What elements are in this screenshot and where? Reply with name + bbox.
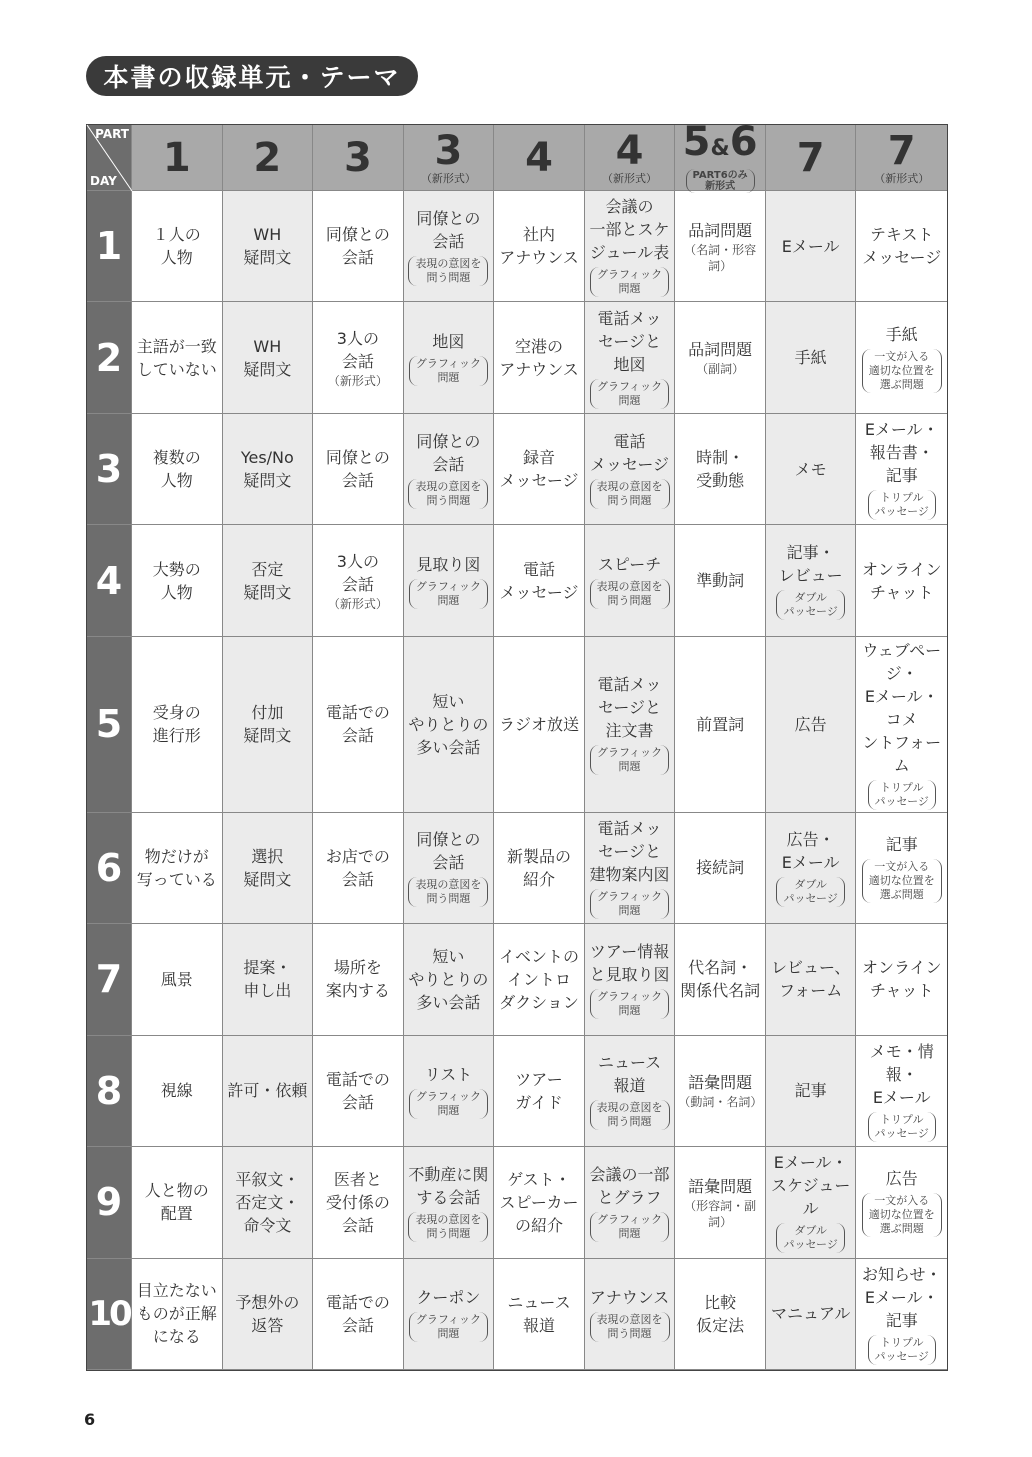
table-cell (404, 813, 495, 924)
table-cell (766, 1036, 857, 1147)
cell-note: 一文が入る 適切な位置を 選ぶ問題 (862, 859, 942, 903)
table-cell (766, 924, 857, 1035)
cell-theme: 記事・ レビュー (778, 543, 843, 586)
table-cell (404, 191, 495, 302)
cell-note: グラフィック 問題 (409, 1312, 488, 1342)
cell-theme: 複数の 人物 (152, 448, 201, 491)
cell-theme: アナウンス (589, 1287, 670, 1307)
table-cell (494, 1036, 585, 1147)
cell-note: グラフィック 問題 (590, 889, 669, 919)
table-cell (313, 1036, 404, 1147)
corner-part-label: PART (95, 127, 129, 141)
part-header-subtitle: （新形式） (874, 171, 930, 185)
cell-theme: 接続詞 (696, 858, 745, 878)
cell-theme: 電話での 会話 (325, 1069, 390, 1112)
cell-theme: 語彙問題 (688, 1073, 753, 1093)
day-number-5: 5 (87, 637, 132, 813)
table-cell (313, 414, 404, 525)
cell-theme: 医者と 受付係の 会話 (325, 1169, 390, 1235)
table-cell (856, 1036, 947, 1147)
cell-theme: 視線 (160, 1081, 193, 1101)
cell-theme: 電話での 会話 (325, 703, 390, 746)
cell-theme: 提案・ 申し出 (243, 958, 292, 1001)
table-cell (856, 813, 947, 924)
cell-theme: オンライン チャット (861, 559, 942, 602)
table-cell (585, 813, 676, 924)
cell-theme: ニュース 報道 (507, 1292, 571, 1335)
cell-theme: 同僚との 会話 (416, 830, 481, 873)
cell-theme: 空港の アナウンス (499, 336, 579, 379)
cell-note: トリプル パッセージ (868, 490, 936, 520)
part-number: 7 (887, 127, 916, 174)
cell-theme: 選択 疑問文 (243, 846, 292, 889)
cell-theme: 社内 アナウンス (499, 225, 579, 268)
table-cell (585, 924, 676, 1035)
cell-subtitle: （名詞・形容詞） (684, 242, 757, 273)
part-number: 7 (796, 134, 825, 181)
cell-theme: 電話での 会話 (325, 1292, 390, 1335)
day-number-4: 4 (87, 525, 132, 636)
cell-note: 表現の意図を 問う問題 (590, 479, 670, 509)
table-cell (856, 414, 947, 525)
table-cell (404, 1259, 495, 1370)
cell-theme: ニュース 報道 (597, 1053, 662, 1096)
theme-table (86, 119, 948, 1371)
table-cell (223, 1036, 314, 1147)
cell-note: トリプル パッセージ (868, 1335, 936, 1365)
cell-theme: Yes/No 疑問文 (240, 448, 294, 491)
cell-theme: 3人の 会話 (336, 328, 379, 371)
table-cell (494, 525, 585, 636)
cell-note: 表現の意図を 問う問題 (590, 1100, 670, 1130)
table-cell (313, 924, 404, 1035)
table-cell (675, 302, 766, 413)
day-number-8: 8 (87, 1036, 132, 1147)
table-cell (132, 302, 223, 413)
cell-theme: 電話メッ セージと 注文書 (597, 675, 662, 741)
day-number-6: 6 (87, 813, 132, 924)
cell-note: ダブル パッセージ (776, 1223, 844, 1253)
table-cell (494, 813, 585, 924)
section-title: 本書の収録単元・テーマ (86, 56, 418, 96)
table-cell (856, 302, 947, 413)
cell-theme: 電話メッ セージと 地図 (597, 308, 662, 374)
cell-theme: 会議の一部 とグラフ (589, 1164, 670, 1207)
cell-note: 表現の意図を 問う問題 (408, 256, 488, 286)
part-header-1 (132, 125, 223, 191)
cell-theme: イベントの イントロ ダクション (498, 946, 579, 1012)
table-cell (856, 924, 947, 1035)
table-cell (585, 525, 676, 636)
cell-theme: ツアー ガイド (515, 1069, 563, 1112)
table-cell (766, 302, 857, 413)
cell-note: グラフィック 問題 (409, 356, 488, 386)
table-cell (675, 525, 766, 636)
cell-theme: 同僚との 会話 (325, 448, 390, 491)
cell-theme: 広告 (885, 1169, 918, 1189)
cell-note: グラフィック 問題 (409, 579, 488, 609)
cell-note: ダブル パッセージ (776, 877, 844, 907)
table-cell (223, 924, 314, 1035)
day-number-9: 9 (87, 1147, 132, 1258)
cell-subtitle: （動詞・名詞） (678, 1095, 763, 1110)
table-cell (675, 1036, 766, 1147)
part-number (682, 119, 758, 169)
cell-theme: ツアー情報 と見取り図 (589, 941, 670, 984)
cell-theme: 記事 (885, 834, 918, 854)
part-number: 2 (253, 134, 282, 181)
cell-theme: 見取り図 (416, 554, 481, 574)
table-cell (675, 924, 766, 1035)
table-cell (675, 637, 766, 813)
cell-theme: WH 疑問文 (243, 225, 292, 268)
table-cell (766, 813, 857, 924)
cell-theme: 予想外の 返答 (235, 1292, 300, 1335)
part-number: 3 (343, 134, 372, 181)
cell-note: グラフィック 問題 (590, 1212, 669, 1242)
part-number-amp: & (710, 136, 730, 161)
cell-note: グラフィック 問題 (590, 989, 669, 1019)
table-cell (766, 191, 857, 302)
cell-theme: 受身の 進行形 (152, 703, 201, 746)
cell-theme: 許可・依頼 (227, 1081, 308, 1101)
cell-theme: 人と物の 配置 (144, 1181, 209, 1224)
cell-theme: 録音 メッセージ (499, 448, 579, 491)
cell-theme: スピーチ (597, 554, 662, 574)
part-header-4 (404, 125, 495, 191)
cell-theme: マニュアル (770, 1304, 851, 1324)
cell-theme: 品詞問題 (688, 220, 753, 240)
cell-note: 表現の意図を 問う問題 (408, 479, 488, 509)
table-cell (223, 637, 314, 813)
cell-theme: 新製品の 紹介 (506, 846, 571, 889)
cell-note: グラフィック 問題 (590, 745, 669, 775)
cell-note: トリプル パッセージ (868, 1112, 936, 1142)
table-cell (223, 525, 314, 636)
cell-theme: 短い やりとりの 多い会話 (408, 691, 489, 757)
table-cell (132, 637, 223, 813)
cell-theme: メモ・情報・ Eメール (869, 1041, 934, 1107)
cell-theme: ラジオ放送 (498, 714, 579, 734)
table-cell (223, 1147, 314, 1258)
table-cell (585, 1147, 676, 1258)
table-cell (675, 1147, 766, 1258)
table-cell (494, 191, 585, 302)
cell-theme: 代名詞・ 関係代名詞 (680, 958, 761, 1001)
part-number: 4 (525, 134, 553, 181)
table-cell (494, 1147, 585, 1258)
cell-theme: オンライン チャット (861, 958, 942, 1001)
table-cell (404, 637, 495, 813)
table-cell (132, 1147, 223, 1258)
cell-theme: 電話 メッセージ (590, 431, 670, 474)
table-cell (313, 813, 404, 924)
cell-theme: 物だけが 写っている (136, 846, 217, 889)
cell-theme: WH 疑問文 (243, 336, 292, 379)
cell-note: グラフィック 問題 (590, 379, 669, 409)
cell-theme: Eメール (781, 236, 840, 256)
table-cell (494, 414, 585, 525)
cell-theme: ウェブページ・ Eメール・コメ ントフォーム (862, 640, 942, 775)
table-cell (675, 414, 766, 525)
cell-theme: 平叙文・ 否定文・ 命令文 (235, 1169, 300, 1235)
cell-theme: 会議の 一部とスケ ジュール表 (589, 197, 670, 263)
part-header-2 (223, 125, 314, 191)
cell-theme: 手紙 (885, 324, 918, 344)
table-cell (132, 1259, 223, 1370)
cell-theme: ゲスト・ スピーカー の紹介 (499, 1169, 579, 1235)
cell-theme: 目立たない ものが正解 になる (136, 1281, 217, 1347)
cell-theme: 大勢の 人物 (152, 559, 201, 602)
cell-note: 一文が入る 適切な位置を 選ぶ問題 (862, 1193, 942, 1237)
part-number-a: 5 (682, 119, 711, 165)
table-cell (585, 1259, 676, 1370)
cell-theme: 電話メッ セージと 建物案内図 (589, 818, 670, 884)
part-header-5 (494, 125, 585, 191)
cell-theme: 広告 (794, 714, 827, 734)
table-cell (223, 414, 314, 525)
table-cell (223, 302, 314, 413)
cell-theme: 同僚との 会話 (416, 431, 481, 474)
table-cell (132, 924, 223, 1035)
table-cell (585, 191, 676, 302)
table-cell (223, 813, 314, 924)
cell-note: 表現の意図を 問う問題 (590, 579, 670, 609)
part-header-subtitle: （新形式） (420, 171, 476, 185)
cell-theme: Eメール・ 報告書・ 記事 (864, 420, 939, 486)
table-cell (585, 1036, 676, 1147)
cell-subtitle: （副詞） (696, 362, 745, 377)
cell-theme: 比較 仮定法 (696, 1292, 745, 1335)
cell-theme: 品詞問題 (688, 340, 753, 360)
day-number-7: 7 (87, 924, 132, 1035)
table-cell (313, 1259, 404, 1370)
cell-note: グラフィック 問題 (590, 267, 669, 297)
table-cell (132, 191, 223, 302)
cell-note: トリプル パッセージ (868, 780, 936, 810)
part-header-6 (585, 125, 676, 191)
table-corner (87, 125, 132, 191)
table-cell (494, 1259, 585, 1370)
part-number: 4 (615, 127, 644, 174)
table-cell (856, 525, 947, 636)
table-cell (313, 525, 404, 636)
cell-theme: 広告・ Eメール (781, 830, 840, 873)
table-cell (223, 191, 314, 302)
cell-theme: 語彙問題 (688, 1176, 753, 1196)
cell-theme: 不動産に関 する会話 (408, 1164, 489, 1207)
cell-theme: お店での 会話 (325, 846, 390, 889)
cell-theme: 地図 (432, 331, 465, 351)
cell-theme: テキスト メッセージ (862, 225, 942, 268)
cell-theme: 場所を 案内する (325, 958, 390, 1001)
table-cell (494, 924, 585, 1035)
table-cell (585, 414, 676, 525)
cell-theme: 手紙 (794, 348, 827, 368)
cell-subtitle: （新形式） (327, 596, 388, 611)
day-number-10: 10 (87, 1259, 132, 1370)
day-number-3: 3 (87, 414, 132, 525)
cell-note: 表現の意図を 問う問題 (408, 877, 488, 907)
table-cell (675, 1259, 766, 1370)
table-cell (766, 637, 857, 813)
cell-theme: 3人の 会話 (336, 551, 379, 594)
table-cell (766, 414, 857, 525)
table-cell (675, 813, 766, 924)
table-cell (404, 1147, 495, 1258)
cell-theme: 時制・ 受動態 (696, 448, 745, 491)
table-cell (675, 191, 766, 302)
table-cell (404, 302, 495, 413)
cell-note: 表現の意図を 問う問題 (408, 1212, 488, 1242)
cell-theme: 付加 疑問文 (243, 703, 292, 746)
cell-note: グラフィック 問題 (409, 1089, 488, 1119)
table-cell (132, 813, 223, 924)
cell-theme: Eメール・ スケジュー ル (770, 1153, 851, 1219)
cell-note: 一文が入る 適切な位置を 選ぶ問題 (862, 349, 942, 393)
table-cell (313, 302, 404, 413)
table-cell (132, 1036, 223, 1147)
part-number: 1 (162, 134, 191, 181)
cell-theme: リスト (424, 1064, 473, 1084)
table-cell (313, 637, 404, 813)
page-number: 6 (84, 1410, 96, 1429)
cell-subtitle: （形容詞・副詞） (684, 1198, 757, 1229)
table-cell (404, 1036, 495, 1147)
table-cell (585, 302, 676, 413)
table-cell (313, 1147, 404, 1258)
cell-theme: クーポン (416, 1287, 481, 1307)
table-cell (223, 1259, 314, 1370)
table-cell (766, 1147, 857, 1258)
cell-theme: メモ (794, 459, 827, 479)
part-header-8 (766, 125, 857, 191)
table-cell (132, 414, 223, 525)
table-cell (856, 1147, 947, 1258)
cell-theme: 短い やりとりの 多い会話 (408, 946, 489, 1012)
day-number-2: 2 (87, 302, 132, 413)
table-cell (494, 302, 585, 413)
cell-theme: １人の 人物 (152, 225, 201, 268)
cell-theme: 準動詞 (696, 571, 745, 591)
table-cell (856, 637, 947, 813)
cell-note: 表現の意図を 問う問題 (590, 1312, 670, 1342)
table-cell (494, 637, 585, 813)
cell-theme: レビュー、 フォーム (770, 958, 851, 1001)
cell-note: ダブル パッセージ (776, 590, 844, 620)
table-cell (132, 525, 223, 636)
part-number: 3 (434, 127, 463, 174)
part-number-b: 6 (729, 119, 758, 165)
corner-day-label: DAY (90, 174, 117, 188)
part-header-3 (313, 125, 404, 191)
table-cell (404, 924, 495, 1035)
cell-theme: 前置詞 (696, 714, 745, 734)
cell-theme: 同僚との 会話 (325, 225, 390, 268)
table-cell (313, 191, 404, 302)
cell-subtitle: （新形式） (327, 373, 388, 388)
cell-theme: 電話 メッセージ (499, 559, 579, 602)
table-cell (404, 525, 495, 636)
cell-theme: 同僚との 会話 (416, 208, 481, 251)
table-cell (585, 637, 676, 813)
table-cell (856, 191, 947, 302)
cell-theme: 否定 疑問文 (243, 559, 292, 602)
day-number-1: 1 (87, 191, 132, 302)
cell-theme: お知らせ・ Eメール・ 記事 (861, 1264, 942, 1330)
table-cell (404, 414, 495, 525)
cell-theme: 主語が一致 していない (136, 336, 217, 379)
table-cell (766, 525, 857, 636)
table-cell (856, 1259, 947, 1370)
part-header-subtitle: （新形式） (602, 171, 658, 185)
part-header-7 (675, 119, 766, 192)
cell-theme: 風景 (160, 969, 193, 989)
table-cell (766, 1259, 857, 1370)
part-header-subtitle: PART6のみ 新形式 (686, 169, 755, 193)
part-header-9 (856, 125, 947, 191)
cell-theme: 記事 (794, 1081, 827, 1101)
